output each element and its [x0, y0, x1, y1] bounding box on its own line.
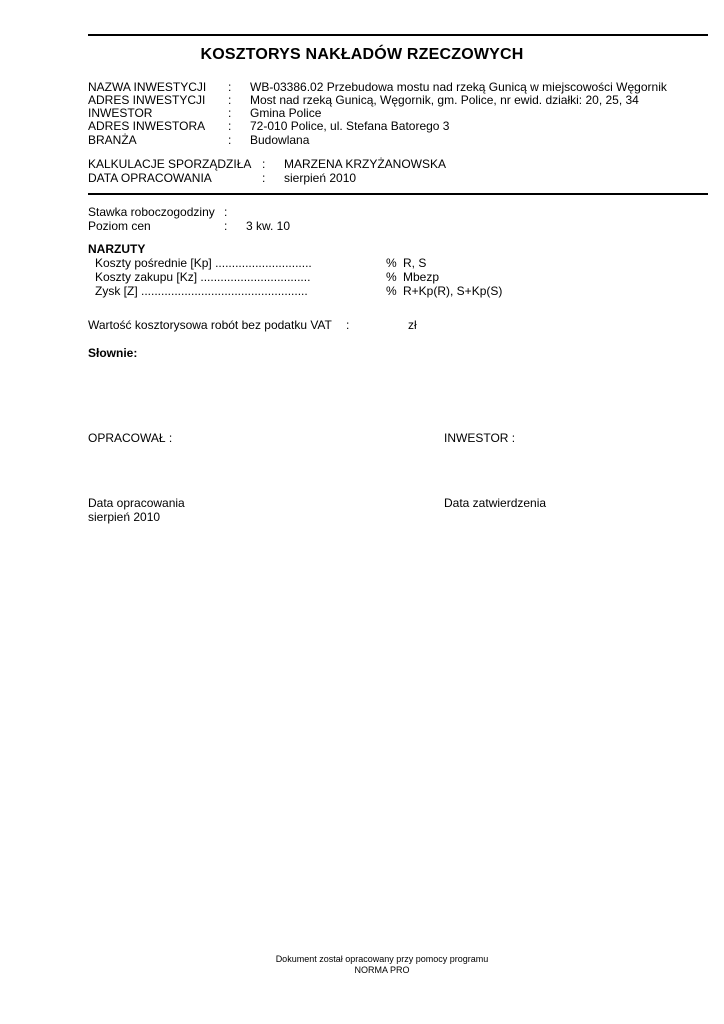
middle-rule	[88, 193, 708, 195]
narzuty-row-basis: R+Kp(R), S+Kp(S)	[403, 284, 503, 298]
rate-sep: :	[224, 205, 228, 219]
narzuty-row-label: Koszty zakupu [Kz] .................................	[95, 270, 311, 284]
narzuty-row-unit: %	[386, 256, 397, 270]
narzuty-heading: NARZUTY	[88, 242, 146, 256]
info-label-investor-address: ADRES INWESTORA	[88, 119, 206, 133]
footer-line-1: Dokument został opracowany przy pomocy programu	[275, 954, 489, 964]
info-sep: :	[228, 133, 232, 147]
info-sep: :	[228, 106, 232, 120]
rate-label-price-level: Poziom cen	[88, 219, 151, 233]
info-label-name: NAZWA INWESTYCJI	[88, 80, 207, 94]
investor-label: INWESTOR :	[444, 431, 516, 445]
info-sep: :	[228, 93, 232, 107]
preparation-date-value: sierpień 2010	[88, 510, 161, 524]
rate-sep: :	[224, 219, 228, 233]
prepared-sep: :	[262, 157, 266, 171]
prepared-label-author: KALKULACJE SPORZĄDZIŁA	[88, 157, 252, 171]
preparation-date-label: Data opracowania	[88, 496, 185, 510]
info-label-branch: BRANŻA	[88, 133, 137, 147]
top-rule	[88, 34, 708, 36]
info-value-branch: Budowlana	[250, 133, 310, 147]
prepared-value-date: sierpień 2010	[284, 171, 357, 185]
narzuty-row-basis: Mbezp	[403, 270, 440, 284]
slownie-label: Słownie:	[88, 346, 138, 360]
prepared-by-label: OPRACOWAŁ :	[88, 431, 173, 445]
value-currency: zł	[408, 318, 417, 332]
info-label-address: ADRES INWESTYCJI	[88, 93, 206, 107]
info-sep: :	[228, 80, 232, 94]
value-sep: :	[346, 318, 350, 332]
prepared-value-author: MARZENA KRZYŻANOWSKA	[284, 157, 447, 171]
info-value-name: WB-03386.02 Przebudowa mostu nad rzeką Gunicą w miejscowości Węgornik	[250, 80, 667, 94]
narzuty-row-basis: R, S	[403, 256, 427, 270]
approval-date-label: Data zatwierdzenia	[444, 496, 547, 510]
info-sep: :	[228, 119, 232, 133]
info-value-investor: Gmina Police	[250, 106, 322, 120]
document-title: KOSZTORYS NAKŁADÓW RZECZOWYCH	[200, 46, 524, 63]
footer-line-2: NORMA PRO	[354, 965, 410, 975]
value-label: Wartość kosztorysowa robót bez podatku VAT	[88, 318, 332, 332]
narzuty-row-unit: %	[386, 284, 397, 298]
narzuty-row-label: Koszty pośrednie [Kp] .............................	[95, 256, 312, 270]
info-value-address: Most nad rzeką Gunicą, Węgornik, gm. Police, nr ewid. działki: 20, 25, 34	[250, 93, 639, 107]
rate-label-hourly: Stawka roboczogodziny	[88, 205, 215, 219]
prepared-label-date: DATA OPRACOWANIA	[88, 171, 212, 185]
prepared-sep: :	[262, 171, 266, 185]
narzuty-row-unit: %	[386, 270, 397, 284]
rate-value-price-level: 3 kw. 10	[246, 219, 291, 233]
narzuty-row-label: Zysk [Z] ..................................................	[95, 284, 308, 298]
info-value-investor-address: 72-010 Police, ul. Stefana Batorego 3	[250, 119, 450, 133]
info-label-investor: INWESTOR	[88, 106, 153, 120]
